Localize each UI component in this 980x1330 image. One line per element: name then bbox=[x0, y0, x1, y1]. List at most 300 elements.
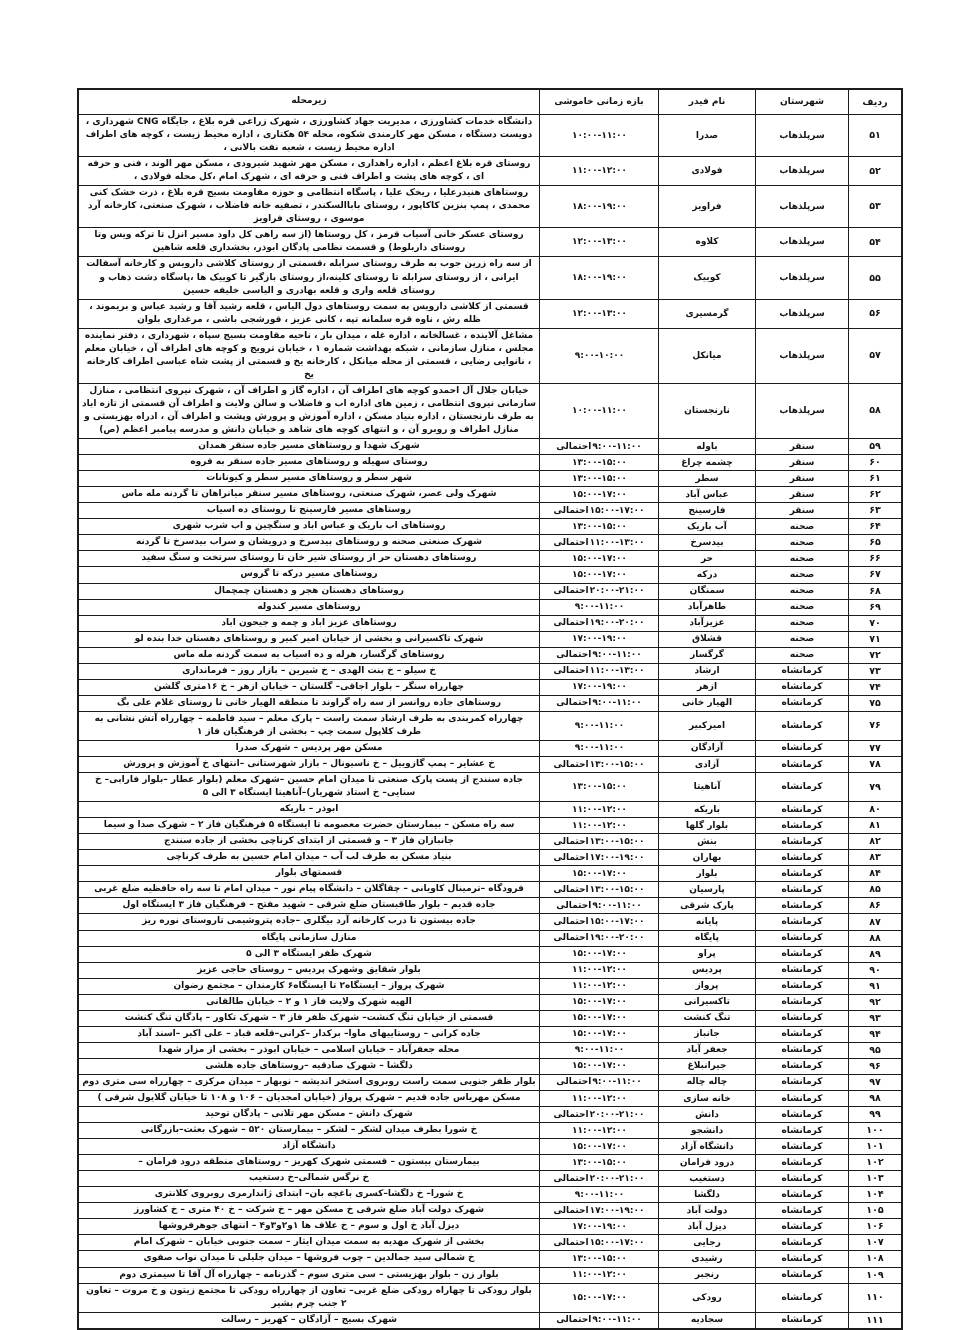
table-row bbox=[78, 328, 902, 383]
subarea-cell: شهرک تاکسیرانی و بخشی از خیابان امیر کبیر و روستاهای دهستان خدا بنده لو bbox=[78, 631, 540, 647]
time-range-value: ۹:۰۰-۱۱:۰۰ bbox=[574, 720, 625, 731]
feeder-cell: ازهر bbox=[659, 679, 756, 695]
subarea-cell: روستاهای عزیز اباد و چمه و جیحون اباد bbox=[78, 615, 540, 631]
time-cell bbox=[540, 711, 659, 740]
feeder-cell: قشلاق bbox=[659, 631, 756, 647]
time-range-value: ۹:۰۰-۱۱:۰۰ bbox=[592, 698, 642, 709]
county-cell: کرمانشاه bbox=[756, 663, 849, 679]
subarea-cell: مسکن مهریاس جاده قدیم – شهرک پرواز (خیابان امجدیان – ۱۰۶ و ۱۰۸ تا خیابان گلایول شرقی ) bbox=[78, 1091, 540, 1107]
row-number-cell: ۱۰۳ bbox=[849, 1171, 903, 1187]
time-probable-note: احتمالی bbox=[553, 836, 589, 847]
subarea-cell: جاده قدیم – بلوار طاقبستان ضلع شرقی – شهید مفتح – فرهنگیان فاز ۳ ایستگاه اول bbox=[78, 898, 540, 914]
county-cell: کرمانشاه bbox=[756, 711, 849, 740]
time-cell bbox=[540, 740, 659, 756]
county-cell: کرمانشاه bbox=[756, 834, 849, 850]
table-row bbox=[78, 1042, 902, 1058]
time-range-value: ۱۵:۰۰-۱۷:۰۰ bbox=[572, 949, 627, 960]
row-number-cell: ۶۵ bbox=[849, 535, 903, 551]
county-cell: کرمانشاه bbox=[756, 740, 849, 756]
time-range-value: ۱۱:۰۰-۱۲:۰۰ bbox=[572, 981, 627, 992]
subarea-cell: خ عشایر – پمپ گازوییل – خ ناسیونال – بازار شهرستانی –انتهای خ آموزش و پرورش bbox=[78, 757, 540, 773]
time-range-value: ۱۲:۰۰-۱۳:۰۰ bbox=[572, 308, 627, 319]
col-header-feeder: نام فیدر bbox=[659, 89, 756, 115]
time-cell bbox=[540, 519, 659, 535]
table-row bbox=[78, 551, 902, 567]
county-cell: سرپلذهاب bbox=[756, 115, 849, 157]
row-number-cell: ۵۵ bbox=[849, 257, 903, 299]
subarea-cell: دلگشا – شهرک صادقیه –روستاهای جاده هلشی bbox=[78, 1058, 540, 1074]
time-cell bbox=[540, 1235, 659, 1251]
table-row bbox=[78, 299, 902, 328]
time-cell bbox=[540, 946, 659, 962]
feeder-cell: رجایی bbox=[659, 1235, 756, 1251]
row-number-cell: ۵۹ bbox=[849, 439, 903, 455]
subarea-cell: شهرک دانش – مسکن مهر تلانی – پادگان توحید bbox=[78, 1107, 540, 1123]
row-number-cell: ۷۱ bbox=[849, 631, 903, 647]
table-row bbox=[78, 615, 902, 631]
table-row bbox=[78, 882, 902, 898]
row-number-cell: ۸۳ bbox=[849, 850, 903, 866]
time-range-value: ۹:۰۰-۱۱:۰۰ bbox=[574, 743, 625, 754]
time-probable-note: احتمالی bbox=[556, 650, 592, 661]
row-number-cell: ۶۷ bbox=[849, 567, 903, 583]
county-cell: کرمانشاه bbox=[756, 1203, 849, 1219]
feeder-cell: فراویز bbox=[659, 186, 756, 228]
time-probable-note: احتمالی bbox=[553, 917, 589, 927]
county-cell: کرمانشاه bbox=[756, 866, 849, 882]
county-cell: سنقر bbox=[756, 471, 849, 487]
time-range-value: ۱۱:۰۰-۱۲:۰۰ bbox=[572, 1270, 627, 1281]
feeder-cell: پارسیان bbox=[659, 882, 756, 898]
feeder-cell: پراو bbox=[659, 946, 756, 962]
county-cell: سنقر bbox=[756, 487, 849, 503]
county-cell: کرمانشاه bbox=[756, 962, 849, 978]
time-range-value: ۱۳:۰۰-۱۵:۰۰ bbox=[589, 884, 645, 895]
county-cell: کرمانشاه bbox=[756, 679, 849, 695]
header-row bbox=[78, 89, 902, 115]
subarea-cell: ابوذر – باریکه bbox=[78, 802, 540, 818]
table-row bbox=[78, 257, 902, 299]
feeder-cell: دستغیب bbox=[659, 1171, 756, 1187]
time-cell bbox=[540, 679, 659, 695]
time-range-value: ۹:۰۰-۱۱:۰۰ bbox=[592, 441, 642, 452]
time-range-value: ۱۸:۰۰-۱۹:۰۰ bbox=[572, 273, 627, 284]
time-cell bbox=[540, 978, 659, 994]
county-cell: کرمانشاه bbox=[756, 1139, 849, 1155]
feeder-cell: بنش bbox=[659, 834, 756, 850]
subarea-cell: جاده کرانی – روستاییهای ماوا– برکدار –کرانی–قلعه قباد – علی اکبر –اسند آباد bbox=[78, 1026, 540, 1042]
feeder-cell: درود فرامان bbox=[659, 1155, 756, 1171]
time-range-value: ۱۳:۰۰-۱۵:۰۰ bbox=[572, 521, 627, 532]
table-row bbox=[78, 647, 902, 663]
time-range-value: ۱۵:۰۰-۱۷:۰۰ bbox=[572, 1061, 627, 1072]
row-number-cell: ۸۰ bbox=[849, 802, 903, 818]
subarea-cell: بلوار زن – بلوار بهزیستی – سی متری سوم – گذرنامه – چهارراه آل آقا تا سیمتری دوم bbox=[78, 1267, 540, 1283]
time-probable-note: احتمالی bbox=[556, 900, 592, 911]
time-probable-note: احتمالی bbox=[556, 441, 592, 452]
feeder-cell: پایگاه bbox=[659, 930, 756, 946]
subarea-cell: جاده بیستون تا درب کارخانه آرد بیگلری –جاده پتروشیمی تاروستای نوره ریز bbox=[78, 914, 540, 930]
county-cell: سنقر bbox=[756, 439, 849, 455]
time-range-value: ۱۰:۰۰-۱۱:۰۰ bbox=[572, 405, 627, 416]
subarea-cell: روستاهای اب باریک و عباس اباد و سنگچین و اب شرب شهری bbox=[78, 519, 540, 535]
table-row bbox=[78, 1219, 902, 1235]
subarea-cell: روستاهای مسیر درکه تا گروس bbox=[78, 567, 540, 583]
feeder-cell: گرمسیری bbox=[659, 299, 756, 328]
subarea-cell: مسکن مهر پردیس – شهرک صدرا bbox=[78, 740, 540, 756]
time-range-value: ۱۵:۰۰-۱۷:۰۰ bbox=[572, 1029, 627, 1040]
time-cell bbox=[540, 1312, 659, 1329]
table-row bbox=[78, 487, 902, 503]
row-number-cell: ۷۸ bbox=[849, 757, 903, 773]
time-cell bbox=[540, 962, 659, 978]
feeder-cell: ارشاد bbox=[659, 663, 756, 679]
table-row bbox=[78, 914, 902, 930]
time-probable-note: احتمالی bbox=[553, 759, 589, 770]
time-probable-note: احتمالی bbox=[553, 884, 589, 895]
subarea-cell: جانبازان فاز ۳ – و قسمتی از ابتدای کرناچی بخشی از جاده سنندج bbox=[78, 834, 540, 850]
county-cell: سرپلذهاب bbox=[756, 157, 849, 186]
time-cell bbox=[540, 914, 659, 930]
time-range-value: ۱۵:۰۰-۱۷:۰۰ bbox=[589, 1237, 645, 1248]
time-range-value: ۱۰:۰۰-۱۱:۰۰ bbox=[572, 130, 627, 141]
time-range-value: ۱۵:۰۰-۱۷:۰۰ bbox=[572, 868, 627, 879]
county-cell: کرمانشاه bbox=[756, 1091, 849, 1107]
county-cell: صحنه bbox=[756, 631, 849, 647]
row-number-cell: ۵۲ bbox=[849, 157, 903, 186]
table-row bbox=[78, 1074, 902, 1090]
time-range-value: ۱۳:۰۰-۱۵:۰۰ bbox=[572, 473, 627, 484]
feeder-cell: دیزل آباد bbox=[659, 1219, 756, 1235]
subarea-cell: شهرک شهدا و روستاهای مسیر جاده سنقر همدان bbox=[78, 439, 540, 455]
feeder-cell: رشیدی bbox=[659, 1251, 756, 1267]
county-cell: کرمانشاه bbox=[756, 1058, 849, 1074]
subarea-cell: شهرک دولت آباد ضلع شرقی خ مسکن مهر – خ شرکت – خ ۴۰ متری – خ کشاورز bbox=[78, 1203, 540, 1219]
row-number-cell: ۹۴ bbox=[849, 1026, 903, 1042]
time-probable-note: احتمالی bbox=[553, 537, 589, 548]
feeder-cell: دانشجو bbox=[659, 1123, 756, 1139]
county-cell: سرپلذهاب bbox=[756, 186, 849, 228]
row-number-cell: ۷۴ bbox=[849, 679, 903, 695]
row-number-cell: ۹۲ bbox=[849, 994, 903, 1010]
table-row bbox=[78, 679, 902, 695]
subarea-cell: روستای سهیله و روستاهای مسیر جاده سنقر به قروه bbox=[78, 455, 540, 471]
table-row bbox=[78, 599, 902, 615]
time-cell bbox=[540, 930, 659, 946]
feeder-cell: چاله چاله bbox=[659, 1074, 756, 1090]
time-range-value: ۱۸:۰۰-۱۹:۰۰ bbox=[572, 201, 627, 212]
time-cell bbox=[540, 818, 659, 834]
feeder-cell: فولادی bbox=[659, 157, 756, 186]
subarea-cell: محله جعفرآباد – خیابان اسلامی – خیابان ابوذر – بخشی از مزار شهدا bbox=[78, 1042, 540, 1058]
county-cell: کرمانشاه bbox=[756, 914, 849, 930]
time-range-value: ۱۵:۰۰-۱۷:۰۰ bbox=[572, 1292, 627, 1303]
county-cell: کرمانشاه bbox=[756, 1171, 849, 1187]
feeder-cell: تنگ کنشت bbox=[659, 1010, 756, 1026]
county-cell: کرمانشاه bbox=[756, 757, 849, 773]
table-row bbox=[78, 1251, 902, 1267]
time-cell bbox=[540, 898, 659, 914]
time-probable-note: احتمالی bbox=[553, 586, 589, 597]
row-number-cell: ۶۱ bbox=[849, 471, 903, 487]
time-cell bbox=[540, 1107, 659, 1123]
time-cell bbox=[540, 257, 659, 299]
time-range-value: ۱۱:۰۰-۱۲:۰۰ bbox=[572, 965, 627, 976]
table-row bbox=[78, 567, 902, 583]
row-number-cell: ۱۰۶ bbox=[849, 1219, 903, 1235]
time-range-value: ۹:۰۰-۱۱:۰۰ bbox=[574, 602, 625, 613]
subarea-cell: الهیه شهرک ولایت فاز ۱ و ۲ – خیابان طالقانی bbox=[78, 994, 540, 1010]
time-probable-note: احتمالی bbox=[556, 698, 592, 709]
county-cell: کرمانشاه bbox=[756, 1251, 849, 1267]
county-cell: کرمانشاه bbox=[756, 818, 849, 834]
col-header-subarea: زیرمحله bbox=[78, 89, 540, 115]
feeder-cell: آب باریک bbox=[659, 519, 756, 535]
time-cell bbox=[540, 186, 659, 228]
subarea-cell: فرودگاه –ترمینال کاویانی – چقاگلان – دانشگاه پیام نور – میدان امام تا سه راه حافظیه ضلع غربی bbox=[78, 882, 540, 898]
row-number-cell: ۸۹ bbox=[849, 946, 903, 962]
subarea-cell: شهرک ظفر ایستگاه ۳ الی ۵ bbox=[78, 946, 540, 962]
row-number-cell: ۸۴ bbox=[849, 866, 903, 882]
feeder-cell: طاهرآباد bbox=[659, 599, 756, 615]
time-cell bbox=[540, 802, 659, 818]
feeder-cell: پارک شرقی bbox=[659, 898, 756, 914]
feeder-cell: آزادگان bbox=[659, 740, 756, 756]
time-cell bbox=[540, 866, 659, 882]
row-number-cell: ۷۳ bbox=[849, 663, 903, 679]
table-row bbox=[78, 1312, 902, 1329]
county-cell: سرپلذهاب bbox=[756, 383, 849, 438]
time-range-value: ۲۰:۰۰-۲۱:۰۰ bbox=[589, 586, 645, 597]
county-cell: سنقر bbox=[756, 503, 849, 519]
time-cell bbox=[540, 487, 659, 503]
time-cell bbox=[540, 503, 659, 519]
row-number-cell: ۵۳ bbox=[849, 186, 903, 228]
time-range-value: ۹:۰۰-۱۱:۰۰ bbox=[574, 1045, 625, 1056]
feeder-cell: باریکه bbox=[659, 802, 756, 818]
feeder-cell: بهاران bbox=[659, 850, 756, 866]
feeder-cell: الهیار خانی bbox=[659, 695, 756, 711]
feeder-cell: کوییک bbox=[659, 257, 756, 299]
table-row bbox=[78, 930, 902, 946]
county-cell: کرمانشاه bbox=[756, 1010, 849, 1026]
subarea-cell: روستاهای دهستان حر از روستای شیر خان تا روستای سرتخت و سنگ سفید bbox=[78, 551, 540, 567]
table-row bbox=[78, 455, 902, 471]
time-range-value: ۱۷:۰۰-۱۹:۰۰ bbox=[572, 1221, 627, 1232]
county-cell: سرپلذهاب bbox=[756, 328, 849, 383]
row-number-cell: ۶۲ bbox=[849, 487, 903, 503]
table-row bbox=[78, 946, 902, 962]
time-range-value: ۱۹:۰۰-۲۰:۰۰ bbox=[589, 618, 645, 629]
subarea-cell: خ نرگس شمالی–خ دستغیب bbox=[78, 1171, 540, 1187]
time-range-value: ۱۳:۰۰-۱۵:۰۰ bbox=[589, 759, 645, 770]
table-row bbox=[78, 1155, 902, 1171]
time-range-value: ۹:۰۰-۱۱:۰۰ bbox=[592, 650, 642, 661]
county-cell: صحنه bbox=[756, 551, 849, 567]
row-number-cell: ۹۸ bbox=[849, 1091, 903, 1107]
time-cell bbox=[540, 1155, 659, 1171]
feeder-cell: جیرانبلاغ bbox=[659, 1058, 756, 1074]
subarea-cell: قسمتهای بلوار bbox=[78, 866, 540, 882]
row-number-cell: ۷۶ bbox=[849, 711, 903, 740]
time-range-value: ۱۷:۰۰-۱۹:۰۰ bbox=[572, 682, 627, 693]
row-number-cell: ۷۹ bbox=[849, 773, 903, 802]
county-cell: کرمانشاه bbox=[756, 1267, 849, 1283]
table-row bbox=[78, 1123, 902, 1139]
time-probable-note: احتمالی bbox=[553, 1173, 589, 1184]
time-range-value: ۱۳:۰۰-۱۵:۰۰ bbox=[589, 836, 645, 847]
table-row bbox=[78, 1010, 902, 1026]
row-number-cell: ۸۱ bbox=[849, 818, 903, 834]
row-number-cell: ۹۶ bbox=[849, 1058, 903, 1074]
subarea-cell: شهر سطر و روستاهای مسیر سطر و کیونانات bbox=[78, 471, 540, 487]
feeder-cell: رودکی bbox=[659, 1283, 756, 1312]
subarea-cell: روستاهای دهستان هجر و دهستان چمچمال bbox=[78, 583, 540, 599]
row-number-cell: ۶۸ bbox=[849, 583, 903, 599]
feeder-cell: درکه bbox=[659, 567, 756, 583]
table-row bbox=[78, 1139, 902, 1155]
time-range-value: ۹:۰۰-۱۱:۰۰ bbox=[592, 900, 642, 911]
feeder-cell: جانباز bbox=[659, 1026, 756, 1042]
subarea-cell: دانشگاه خدمات کشاورزی ، مدیریت جهاد کشاورزی ، شهرک زراعی قره بلاغ ، جایگاه CNG شهرداری ، دویست دستگاه ، مسکن مهر کارمندی شکوه، محله ۵۴ هکتاری ، اداره محیط زیست ، کوچه های اطراف اداره محیط زیست ، شعبه نفت بالانی ، bbox=[78, 115, 540, 157]
table-row bbox=[78, 1267, 902, 1283]
subarea-cell: روستای قره بلاغ اعظم ، اداره راهداری ، مسکن مهر شهید شیرودی ، مسکن مهر الوند ، فنی و حرفه ای ، کوچه های پشت و اطراف فنی و حرفه ای ، شهرک امام ،کل محله فولادی ، bbox=[78, 157, 540, 186]
table-row bbox=[78, 740, 902, 756]
time-range-value: ۱۷:۰۰-۱۹:۰۰ bbox=[589, 1205, 645, 1216]
subarea-cell: روستاهای جاده روانسر از سه راه گراوند تا منطقه الهیار خانی تا روستای غلام علی بگ bbox=[78, 695, 540, 711]
feeder-cell: گرگسار bbox=[659, 647, 756, 663]
row-number-cell: ۹۳ bbox=[849, 1010, 903, 1026]
time-range-value: ۱۷:۰۰-۱۹:۰۰ bbox=[572, 634, 627, 645]
subarea-cell: بیمارستان بیستون – قسمتی شهرک کهریز – روستاهای منطقه درود فرامان – bbox=[78, 1155, 540, 1171]
time-cell bbox=[540, 157, 659, 186]
subarea-cell: روستای عسکر خانی آسیاب قرمز ، کل روستاها (از سه راهی کل داود مسیر انزل تا ترکه ویس وتا روستای داربلوط) و قسمت نظامی پادگان ابوذر، بخشداری قلعه شاهین bbox=[78, 228, 540, 257]
subarea-cell: روستاهای هنیدرعلیا ، ریخک علیا ، پاسگاه انتظامی و حوزه مقاومت بسیج قره بلاغ ، ذرت خشک کنی محمدی ، پمپ بنزین کاکاپور ، روستای باباالسکندر ، تصفیه خانه فاضلاب ، شهرک صنعتی، کارخانه آرد موسوی ، روستای فراویز bbox=[78, 186, 540, 228]
table-row bbox=[78, 1203, 902, 1219]
time-cell bbox=[540, 615, 659, 631]
time-range-value: ۱۳:۰۰-۱۵:۰۰ bbox=[572, 1157, 627, 1168]
table-row bbox=[78, 471, 902, 487]
subarea-cell: بلوار ظفر جنوبی سمت راست روبروی استخر اندیشه – نوبهار – میدان مرکزی – چهارراه سی متری دوم bbox=[78, 1074, 540, 1090]
subarea-cell: روستاهای مسیر فارسینج تا روستای ده اسیاب bbox=[78, 503, 540, 519]
subarea-cell: شهرک ولی عصر، شهرک صنعتی، روستاهای مسیر سنقر میانراهان تا گردنه مله ماس bbox=[78, 487, 540, 503]
time-cell bbox=[540, 471, 659, 487]
row-number-cell: ۸۲ bbox=[849, 834, 903, 850]
time-cell bbox=[540, 1091, 659, 1107]
time-cell bbox=[540, 757, 659, 773]
county-cell: صحنه bbox=[756, 535, 849, 551]
row-number-cell: ۱۰۷ bbox=[849, 1235, 903, 1251]
row-number-cell: ۷۰ bbox=[849, 615, 903, 631]
time-cell bbox=[540, 631, 659, 647]
time-probable-note: احتمالی bbox=[556, 1077, 592, 1088]
table-row bbox=[78, 695, 902, 711]
time-probable-note: احتمالی bbox=[556, 1315, 592, 1326]
time-range-value: ۱۲:۰۰-۱۳:۰۰ bbox=[572, 237, 627, 248]
feeder-cell: فارسینج bbox=[659, 503, 756, 519]
time-probable-note: احتمالی bbox=[553, 666, 589, 677]
time-cell bbox=[540, 567, 659, 583]
subarea-cell: قسمتی از خیابان تنگ کنشت– شهرک ظفر فاز ۳ – شهرک تکاور – پادگان تنگ کنشت bbox=[78, 1010, 540, 1026]
feeder-cell: امیرکبیر bbox=[659, 711, 756, 740]
time-range-value: ۱۱:۰۰-۱۲:۰۰ bbox=[572, 1125, 627, 1136]
feeder-cell: پایانه bbox=[659, 914, 756, 930]
feeder-cell: صدرا bbox=[659, 115, 756, 157]
time-range-value: ۹:۰۰-۱۱:۰۰ bbox=[574, 1189, 625, 1200]
county-cell: صحنه bbox=[756, 583, 849, 599]
feeder-cell: عباس آباد bbox=[659, 487, 756, 503]
time-probable-note: احتمالی bbox=[553, 1205, 589, 1216]
table-row bbox=[78, 663, 902, 679]
time-cell bbox=[540, 695, 659, 711]
row-number-cell: ۱۰۲ bbox=[849, 1155, 903, 1171]
time-cell bbox=[540, 439, 659, 455]
time-range-value: ۹:۰۰-۱۰:۰۰ bbox=[574, 350, 625, 361]
row-number-cell: ۶۴ bbox=[849, 519, 903, 535]
county-cell: کرمانشاه bbox=[756, 802, 849, 818]
table-row bbox=[78, 1171, 902, 1187]
feeder-cell: دولت آباد bbox=[659, 1203, 756, 1219]
subarea-cell: خ شورا– خ دلگشا–کسری باغچه بان– ابتدای ژاندارمری روبروی کلانتری bbox=[78, 1187, 540, 1203]
time-range-value: ۱۹:۰۰-۲۰:۰۰ bbox=[589, 933, 645, 944]
time-cell bbox=[540, 1187, 659, 1203]
feeder-cell: بیدسرخ bbox=[659, 535, 756, 551]
row-number-cell: ۵۶ bbox=[849, 299, 903, 328]
feeder-cell: پرواز bbox=[659, 978, 756, 994]
time-cell bbox=[540, 299, 659, 328]
table-body bbox=[78, 115, 902, 1329]
row-number-cell: ۶۶ bbox=[849, 551, 903, 567]
row-number-cell: ۱۱۱ bbox=[849, 1312, 903, 1329]
col-header-time-range: بازه زمانی خاموشی bbox=[540, 89, 659, 115]
county-cell: صحنه bbox=[756, 647, 849, 663]
time-range-value: ۱۵:۰۰-۱۷:۰۰ bbox=[572, 489, 627, 500]
row-number-cell: ۱۰۵ bbox=[849, 1203, 903, 1219]
subarea-cell: شهرک صنعتی صحنه و روستاهای بیدسرخ و درویشان و سراب بیدسرخ تا گردنه bbox=[78, 535, 540, 551]
county-cell: سنقر bbox=[756, 455, 849, 471]
feeder-cell: چشمه چراغ bbox=[659, 455, 756, 471]
subarea-cell: از سه راه زرین جوب به طرف روستای سرابله ،قسمتی از روستای کلاشی دارویس و کارخانه آسفالت ایرانی ، از روستای سرابله تا روستای کلینه،از روستای بازگیر تا کوییک ها ،پاسگاه دشت ذهاب و روستای قلعه واری و قلعه بهادری و الیاسی خلیفه حسین bbox=[78, 257, 540, 299]
subarea-cell: قسمتی از کلاشی دارویس به سمت روستاهای دول الیاس ، قلعه رشید آقا و رشید عباس و بریموند ، ظله رش ، ناوه قره سلمانه تپه ، کانی عزیز ، قورشجی باشی ، مرغداری بلوان bbox=[78, 299, 540, 328]
time-cell bbox=[540, 1267, 659, 1283]
table-row bbox=[78, 850, 902, 866]
table-row bbox=[78, 439, 902, 455]
subarea-cell: سه راه مسکن – بیمارستان حضرت معصومه تا ایستگاه ۵ فرهنگیان فاز ۲ – شهرک صدا و سیما bbox=[78, 818, 540, 834]
county-cell: کرمانشاه bbox=[756, 1312, 849, 1329]
time-cell bbox=[540, 1026, 659, 1042]
subarea-cell: بخشی از شهرک مهدیه به سمت میدان ایثار – سمت جنوبی خیابان – شهرک امام bbox=[78, 1235, 540, 1251]
row-number-cell: ۵۴ bbox=[849, 228, 903, 257]
row-number-cell: ۸۶ bbox=[849, 898, 903, 914]
time-cell bbox=[540, 850, 659, 866]
row-number-cell: ۵۸ bbox=[849, 383, 903, 438]
feeder-cell: سطر bbox=[659, 471, 756, 487]
row-number-cell: ۹۱ bbox=[849, 978, 903, 994]
time-cell bbox=[540, 115, 659, 157]
row-number-cell: ۶۹ bbox=[849, 599, 903, 615]
row-number-cell: ۸۸ bbox=[849, 930, 903, 946]
feeder-cell: دانشگاه آزاد bbox=[659, 1139, 756, 1155]
time-range-value: ۱۱:۰۰-۱۲:۰۰ bbox=[572, 1093, 627, 1104]
table-row bbox=[78, 535, 902, 551]
feeder-cell: حر bbox=[659, 551, 756, 567]
subarea-cell: مشاغل آلاینده ، غسالخانه ، اداره غله ، میدان بار ، ناحیه مقاومت بسیج سپاه ، شهرداری ، دفتر نماینده مجلس ، منازل سازمانی ، شبکه بهداشت شماره ۱ ، خیابان ترویج و کوچه های اطراف آن ، خیابان معلم ، نانوایی رضایی ، قسمتی از محله میانکل ، کارخانه یخ و قسمتی از پشت شاه عباسی اطراف کارخانه یخ bbox=[78, 328, 540, 383]
feeder-cell: نارنجستان bbox=[659, 383, 756, 438]
county-cell: کرمانشاه bbox=[756, 978, 849, 994]
subarea-cell: خ شمالی سید جمالدین – چوب فروشها – میدان جلیلی تا میدان نواب صفوی bbox=[78, 1251, 540, 1267]
time-cell bbox=[540, 535, 659, 551]
table-row bbox=[78, 503, 902, 519]
